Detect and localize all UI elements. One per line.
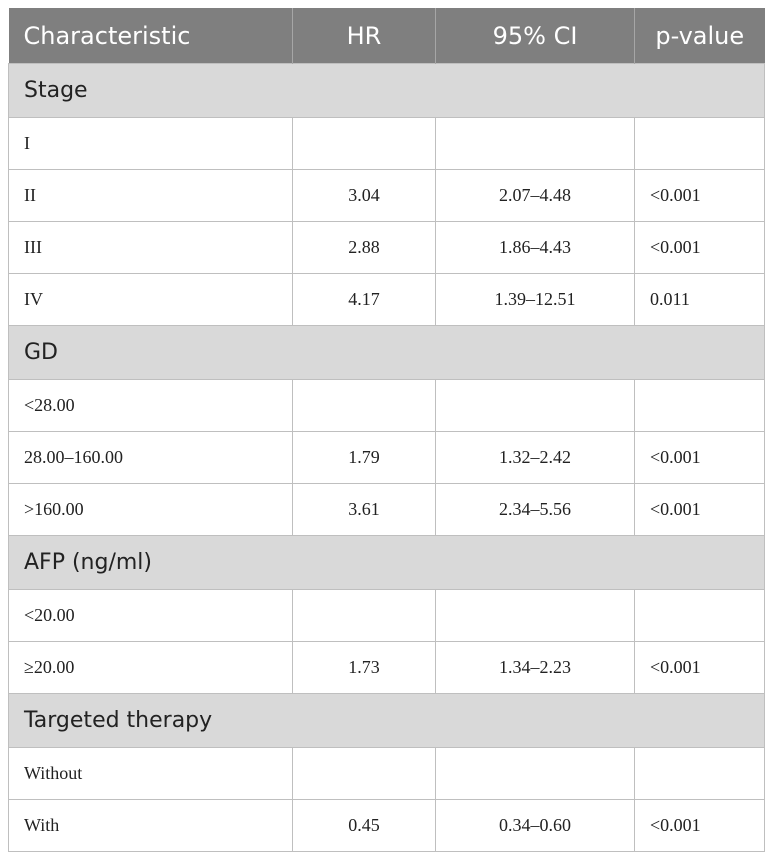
ci-cell — [436, 748, 635, 800]
group-row-gd — [9, 326, 765, 380]
row-label: >160.00 — [9, 484, 293, 536]
row-label: With — [9, 800, 293, 852]
hazard-ratio-table-container — [8, 8, 764, 852]
hr-cell — [293, 748, 436, 800]
group-title: AFP (ng/ml) — [9, 536, 765, 590]
group-title: Targeted therapy — [9, 694, 765, 748]
group-row-afp — [9, 536, 765, 590]
row-label: IV — [9, 274, 293, 326]
group-row-stage — [9, 64, 765, 118]
hr-cell: 1.73 — [293, 642, 436, 694]
table-row — [9, 170, 765, 222]
ci-cell — [436, 118, 635, 170]
header-ci: 95% CI — [436, 8, 635, 64]
hr-cell: 1.79 — [293, 432, 436, 484]
table-body — [9, 64, 765, 852]
p-value-cell: <0.001 — [635, 484, 765, 536]
row-label: ≥20.00 — [9, 642, 293, 694]
hazard-ratio-table — [8, 8, 765, 852]
p-value-cell: 0.011 — [635, 274, 765, 326]
ci-cell: 1.32–2.42 — [436, 432, 635, 484]
ci-cell: 1.86–4.43 — [436, 222, 635, 274]
p-value-cell: <0.001 — [635, 170, 765, 222]
group-title: GD — [9, 326, 765, 380]
row-label: 28.00–160.00 — [9, 432, 293, 484]
table-header — [9, 8, 765, 64]
hr-cell: 0.45 — [293, 800, 436, 852]
table-row — [9, 590, 765, 642]
p-value-cell: <0.001 — [635, 800, 765, 852]
table-row — [9, 274, 765, 326]
hr-cell — [293, 118, 436, 170]
table-row — [9, 748, 765, 800]
ci-cell: 1.34–2.23 — [436, 642, 635, 694]
ci-cell — [436, 380, 635, 432]
row-label: I — [9, 118, 293, 170]
group-row-targeted-therapy — [9, 694, 765, 748]
p-value-cell — [635, 590, 765, 642]
p-value-cell — [635, 748, 765, 800]
hr-cell — [293, 380, 436, 432]
table-row — [9, 800, 765, 852]
header-p-value: p-value — [635, 8, 765, 64]
ci-cell: 2.34–5.56 — [436, 484, 635, 536]
p-value-cell — [635, 380, 765, 432]
p-value-cell: <0.001 — [635, 642, 765, 694]
row-label: Without — [9, 748, 293, 800]
ci-cell: 2.07–4.48 — [436, 170, 635, 222]
hr-cell — [293, 590, 436, 642]
ci-cell: 0.34–0.60 — [436, 800, 635, 852]
header-characteristic: Characteristic — [9, 8, 293, 64]
row-label: <28.00 — [9, 380, 293, 432]
group-title: Stage — [9, 64, 765, 118]
hr-cell: 3.61 — [293, 484, 436, 536]
row-label: <20.00 — [9, 590, 293, 642]
ci-cell — [436, 590, 635, 642]
hr-cell: 2.88 — [293, 222, 436, 274]
row-label: II — [9, 170, 293, 222]
table-row — [9, 380, 765, 432]
table-row — [9, 222, 765, 274]
table-row — [9, 432, 765, 484]
ci-cell: 1.39–12.51 — [436, 274, 635, 326]
header-hr: HR — [293, 8, 436, 64]
table-row — [9, 642, 765, 694]
table-row — [9, 118, 765, 170]
hr-cell: 4.17 — [293, 274, 436, 326]
header-row — [9, 8, 765, 64]
p-value-cell: <0.001 — [635, 432, 765, 484]
hr-cell: 3.04 — [293, 170, 436, 222]
p-value-cell — [635, 118, 765, 170]
row-label: III — [9, 222, 293, 274]
p-value-cell: <0.001 — [635, 222, 765, 274]
table-row — [9, 484, 765, 536]
